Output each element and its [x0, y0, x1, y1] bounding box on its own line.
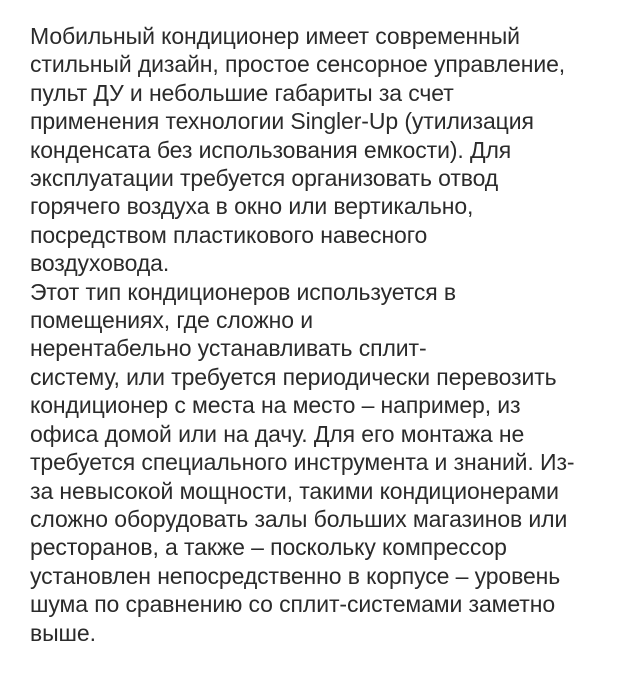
paragraph-2 [30, 278, 620, 647]
text-line: конденсата без использования емкости). Для [30, 136, 512, 163]
text-line: систему, или требуется периодически перевозить [30, 363, 557, 390]
article-text [30, 22, 620, 647]
text-line: Мобильный кондиционер имеет современный [30, 23, 520, 49]
text-line: выше. [30, 619, 96, 646]
paragraph-1 [30, 22, 620, 278]
text-line: офиса домой или на дачу. Для его монтажа не [30, 420, 525, 447]
text-line: сложно оборудовать залы больших магазинов или [30, 505, 568, 532]
text-line: стильный дизайн, простое сенсорное управление, [30, 51, 566, 78]
text-line: требуется специального инструмента и знаний. Из- [30, 449, 575, 476]
text-line: установлен непосредственно в корпусе – уровень [30, 562, 561, 589]
text-line: помещениях, где сложно и [30, 307, 313, 334]
text-line: пульт ДУ и небольшие габариты за счет [30, 79, 454, 106]
text-line: посредством пластикового навесного [30, 221, 428, 248]
text-line: воздуховода. [30, 250, 170, 277]
text-line: кондиционер с места на место – например, из [30, 392, 521, 419]
text-line: ресторанов, а также – поскольку компрессор [30, 534, 507, 561]
text-line: горячего воздуха в окно или вертикально, [30, 193, 474, 220]
text-line: нерентабельно устанавливать сплит- [30, 335, 427, 362]
text-line: шума по сравнению со сплит-системами заметно [30, 591, 556, 618]
text-line: применения технологии Singler-Up (утилизация [30, 108, 534, 135]
text-line: за невысокой мощности, такими кондиционерами [30, 477, 559, 504]
text-line: эксплуатации требуется организовать отвод [30, 165, 499, 192]
text-line: Этот тип кондиционеров используется в [30, 278, 457, 305]
